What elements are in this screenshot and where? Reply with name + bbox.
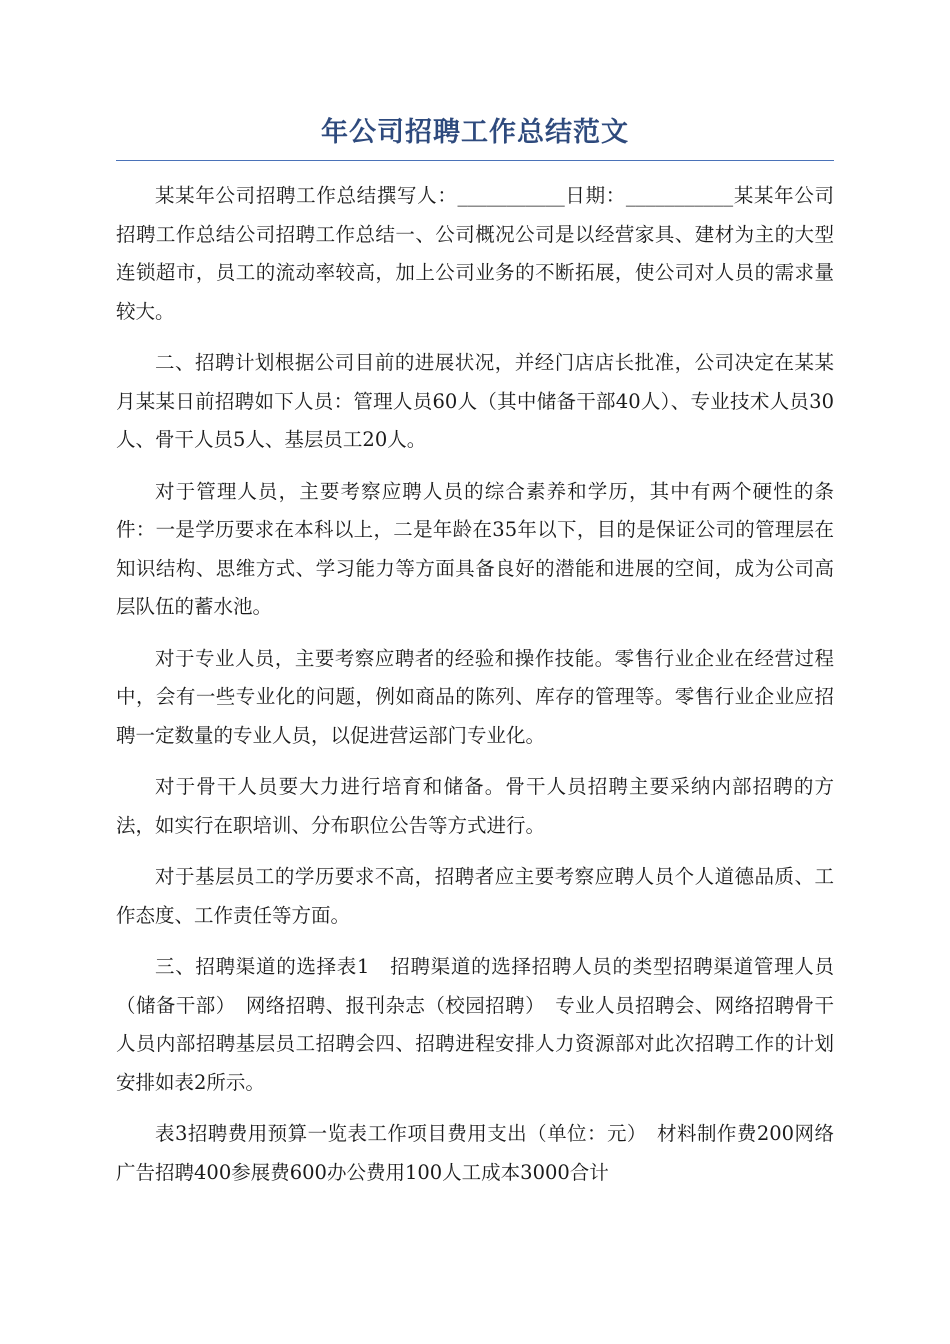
paragraph-budget: 表3招聘费用预算一览表工作项目费用支出（单位：元） 材料制作费200网络广告招聘400参展费600办公费用100人工成本3000合计 — [116, 1122, 834, 1184]
paragraph-recruitment-plan: 二、招聘计划根据公司目前的进展状况，并经门店店长批准，公司决定在某某月某某日前招聘如下人员：管理人员60人（其中储备干部40人）、专业技术人员30人、骨干人员5人、基层员工20人。 — [116, 351, 834, 451]
paragraph-professional-staff: 对于专业人员，主要考察应聘者的经验和操作技能。零售行业企业在经营过程中，会有一些专业化的问题，例如商品的陈列、库存的管理等。零售行业企业应招聘一定数量的专业人员，以促进营运部门专业化。 — [116, 646, 834, 747]
document-page — [116, 108, 834, 1205]
paragraph-basic-staff: 对于基层员工的学历要求不高，招聘者应主要考察应聘人员个人道德品质、工作态度、工作责任等方面。 — [116, 865, 834, 927]
document-title: 年公司招聘工作总结范文 — [116, 108, 834, 161]
paragraph-key-staff: 对于骨干人员要大力进行培育和储备。骨干人员招聘主要采纳内部招聘的方法，如实行在职培训、分布职位公告等方式进行。 — [116, 775, 834, 837]
paragraph-management-staff: 对于管理人员，主要考察应聘人员的综合素养和学历，其中有两个硬性的条件：一是学历要求在本科以上，二是年龄在35年以下，目的是保证公司的管理层在知识结构、思维方式、学习能力等方面具备良好的潜能和进展的空间，成为公司高层队伍的蓄水池。 — [116, 479, 834, 618]
paragraph-overview: 某某年公司招聘工作总结撰写人：___________日期：___________某某年公司招聘工作总结公司招聘工作总结一、公司概况公司是以经营家具、建材为主的大型连锁超市，员工的流动率较高，加上公司业务的不断拓展，使公司对人员的需求量较大。 — [116, 184, 834, 323]
document-body — [116, 177, 834, 1192]
paragraph-recruitment-channels: 三、招聘渠道的选择表1 招聘渠道的选择招聘人员的类型招聘渠道管理人员（储备干部） 网络招聘、报刊杂志（校园招聘） 专业人员招聘会、网络招聘骨干人员内部招聘基层员工招聘会四、招聘进程安排人力资源部对此次招聘工作的计划安排如表2所示。 — [116, 955, 834, 1094]
